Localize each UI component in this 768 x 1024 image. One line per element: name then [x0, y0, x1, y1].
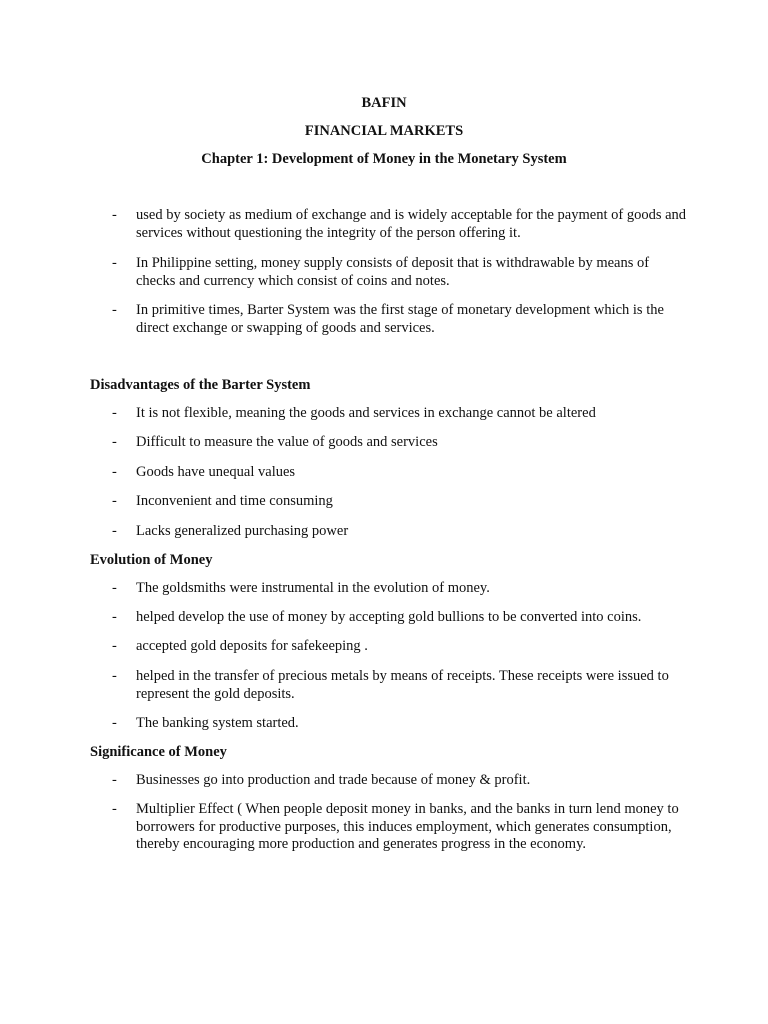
bullet-dash: -: [112, 580, 117, 596]
bullet-dash: -: [112, 772, 117, 788]
bullet-dash: -: [112, 638, 117, 654]
bullet-dash: -: [112, 302, 117, 318]
list-item: [112, 255, 692, 290]
list-item-text: Multiplier Effect ( When people deposit money in banks, and the banks in turn lend money to borrowers for productive purposes, this induces employment, which generates consumption, thereby encouraging more production and generates progress in the economy.: [136, 801, 679, 852]
bullet-dash: -: [112, 255, 117, 271]
list-item: [112, 464, 692, 482]
list-item-text: The banking system started.: [136, 715, 299, 731]
list-item-text: It is not flexible, meaning the goods and services in exchange cannot be altered: [136, 405, 596, 421]
list-item: [112, 434, 692, 452]
bullet-dash: -: [112, 434, 117, 450]
list-item-text: Inconvenient and time consuming: [136, 493, 333, 509]
list-item: [112, 493, 692, 511]
evolution-heading: Evolution of Money: [90, 552, 213, 568]
significance-heading: Significance of Money: [90, 744, 227, 760]
list-item: [112, 523, 692, 541]
bullet-dash: -: [112, 668, 117, 684]
list-item-text: In Philippine setting, money supply consists of deposit that is withdrawable by means of checks and currency which consist of coins and notes.: [136, 255, 650, 289]
list-item-text: accepted gold deposits for safekeeping .: [136, 638, 368, 654]
list-item: [112, 801, 692, 854]
bullet-dash: -: [112, 464, 117, 480]
bullet-dash: -: [112, 493, 117, 509]
list-item-text: helped in the transfer of precious metals by means of receipts. These receipts were issued to represent the gold deposits.: [136, 668, 669, 702]
course-title: BAFIN: [361, 95, 407, 111]
list-item-text: used by society as medium of exchange and is widely acceptable for the payment of goods and services without questioning the integrity of the person offering it.: [136, 207, 687, 241]
list-item: [112, 609, 692, 627]
list-item: [112, 772, 692, 790]
list-item-text: In primitive times, Barter System was the first stage of monetary development which is the direct exchange or swapping of goods and services.: [136, 302, 664, 336]
list-item-text: Difficult to measure the value of goods and services: [136, 434, 438, 450]
list-item: [112, 715, 692, 733]
list-item-text: The goldsmiths were instrumental in the evolution of money.: [136, 580, 490, 596]
subject-title: FINANCIAL MARKETS: [304, 123, 464, 139]
bullet-dash: -: [112, 405, 117, 421]
list-item-text: Goods have unequal values: [136, 464, 296, 480]
list-item-text: Businesses go into production and trade because of money & profit.: [136, 772, 531, 788]
bullet-dash: -: [112, 801, 117, 817]
barter-heading: Disadvantages of the Barter System: [90, 377, 311, 393]
list-item-text: helped develop the use of money by accepting gold bullions to be converted into coins.: [136, 609, 642, 625]
bullet-dash: -: [112, 207, 117, 223]
bullet-dash: -: [112, 715, 117, 731]
list-item-text: Lacks generalized purchasing power: [136, 523, 349, 539]
bullet-dash: -: [112, 609, 117, 625]
list-item: [112, 405, 692, 423]
chapter-title: Chapter 1: Development of Money in the Monetary System: [201, 151, 567, 167]
list-item: [112, 207, 692, 242]
list-item: [112, 580, 692, 598]
bullet-dash: -: [112, 523, 117, 539]
list-item: [112, 668, 692, 703]
list-item: [112, 638, 692, 656]
list-item: [112, 302, 692, 337]
